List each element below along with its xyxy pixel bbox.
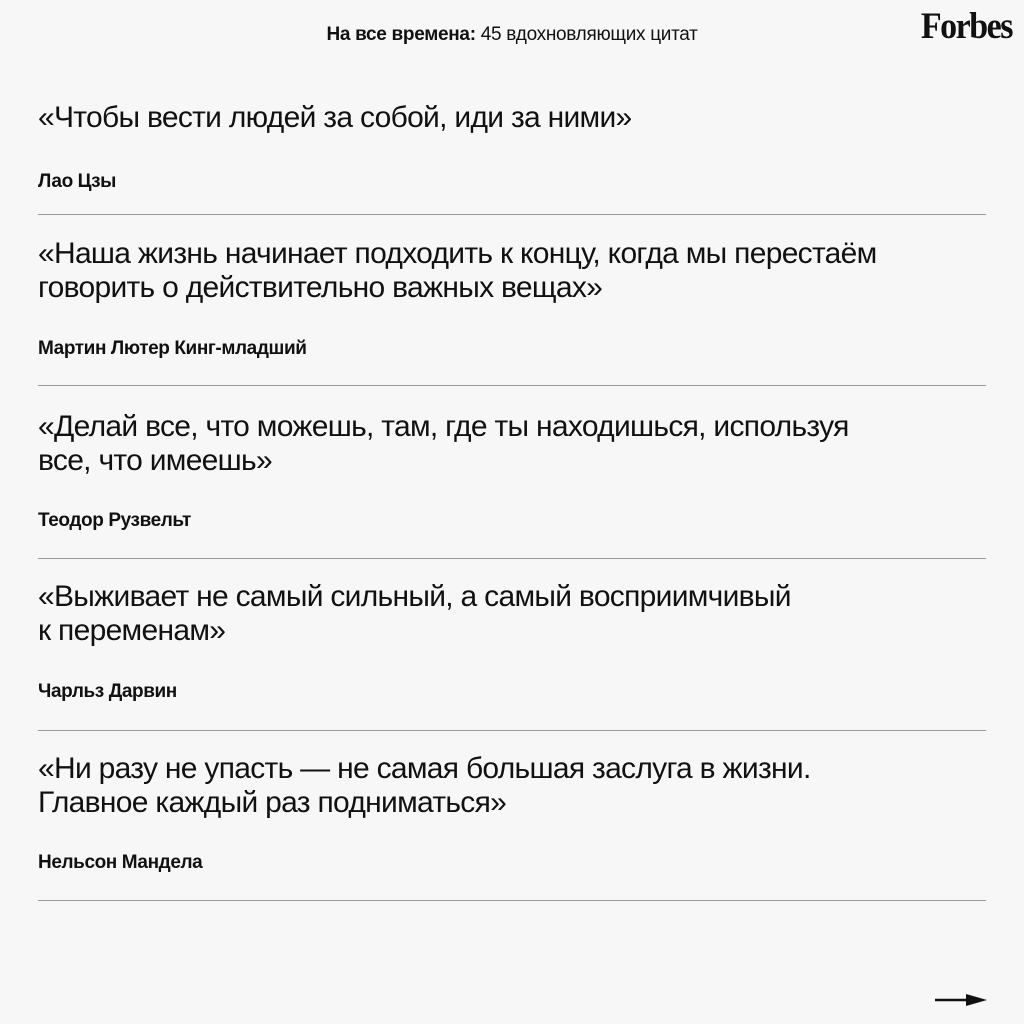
page-header — [0, 24, 1024, 46]
quote-line: все, что имеешь» — [38, 444, 272, 477]
quote-line: «Чтобы вести людей за собой, иди за ними» — [38, 101, 632, 134]
quote-line: говорить о действительно важных вещах» — [38, 271, 603, 304]
quote-block — [38, 237, 986, 359]
divider — [38, 558, 986, 559]
arrow-right-icon[interactable] — [934, 993, 988, 1007]
quote-block — [38, 410, 986, 531]
quote-author: Лао Цзы — [38, 171, 117, 192]
quote-line: «Ни разу не упасть — не самая большая заслуга в жизни. — [38, 752, 811, 785]
quote-line: «Делай все, что можешь, там, где ты находишься, используя — [38, 410, 849, 443]
quote-text — [38, 410, 986, 478]
quote-line: «Наша жизнь начинает подходить к концу, когда мы перестаём — [38, 237, 877, 270]
quote-author: Мартин Лютер Кинг-младший — [38, 338, 307, 359]
quote-author: Нельсон Мандела — [38, 852, 203, 873]
quote-block — [38, 101, 986, 192]
divider — [38, 214, 986, 215]
quote-line: «Выживает не самый сильный, а самый восприимчивый — [38, 580, 791, 613]
divider — [38, 900, 986, 901]
header-title-rest: 45 вдохновляющих цитат — [480, 24, 698, 45]
header-title-bold: На все времена: — [326, 24, 476, 45]
quote-text — [38, 580, 986, 648]
quote-text — [38, 752, 986, 820]
quote-author: Чарльз Дарвин — [38, 681, 177, 702]
quote-text — [38, 237, 986, 305]
forbes-logo: Forbes — [920, 6, 1012, 47]
quote-block — [38, 752, 986, 873]
quote-author: Теодор Рузвельт — [38, 510, 191, 531]
divider — [38, 385, 986, 386]
quote-text — [38, 101, 986, 135]
quote-line: Главное каждый раз подниматься» — [38, 786, 507, 819]
divider — [38, 730, 986, 731]
quote-line: к переменам» — [38, 614, 226, 647]
quote-block — [38, 580, 986, 702]
